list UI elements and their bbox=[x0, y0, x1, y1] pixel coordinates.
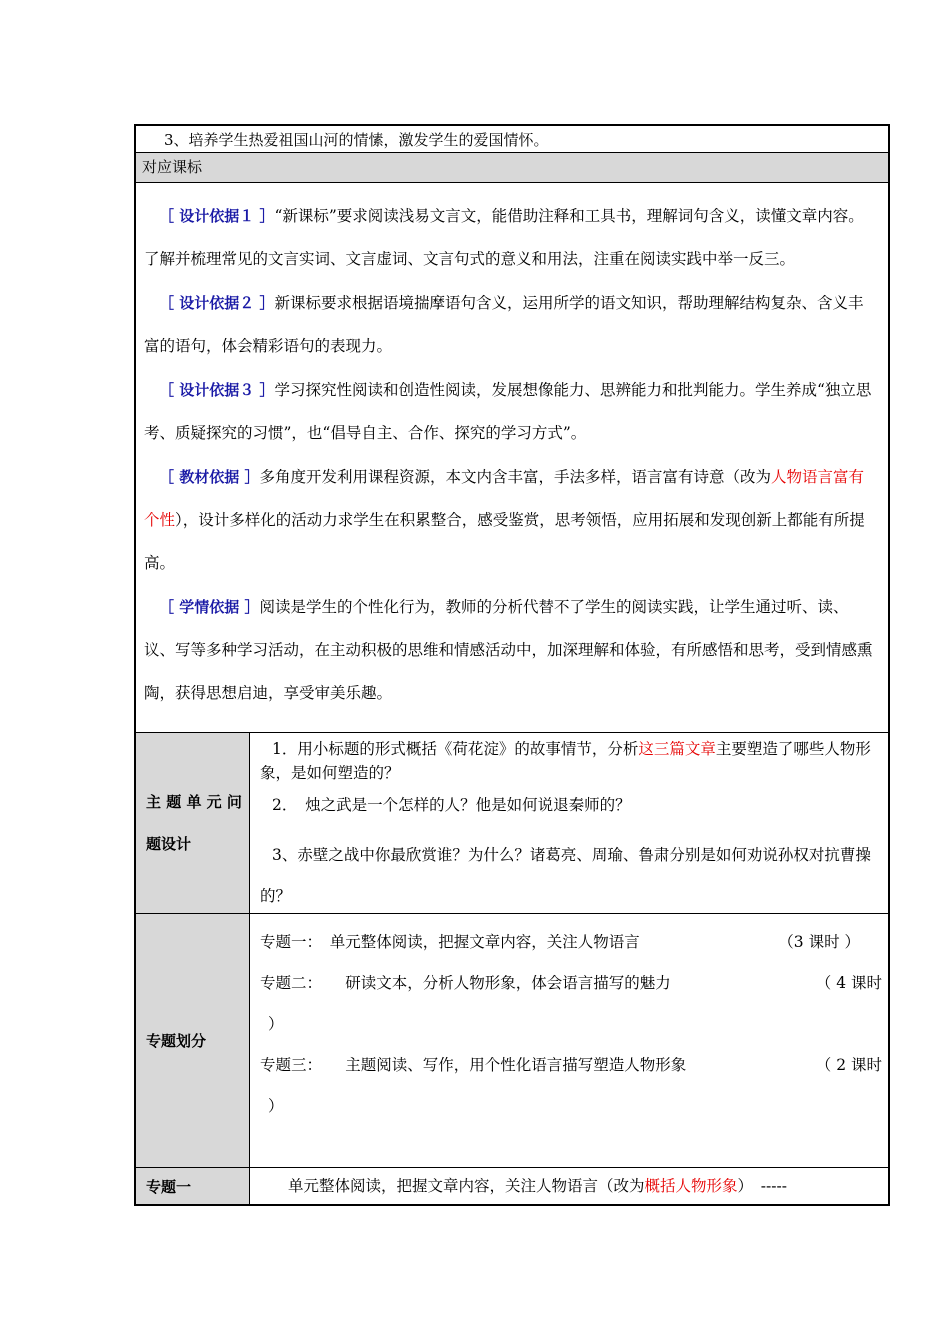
basis-tag: ［ 设计依据１ ］ bbox=[159, 207, 275, 225]
basis-students bbox=[144, 586, 878, 715]
label-line: 专题划分 bbox=[146, 1032, 207, 1050]
basis-text: 学习探究性阅读和创造性阅读，发展想像能力、思辨能力和批判能力。学生养成“独立思考、质疑探究的习惯”，也“倡导自主、合作、探究的学习方式”。 bbox=[144, 381, 872, 442]
label-line: 题设计 bbox=[146, 835, 192, 853]
goal-3-text: 3、培养学生热爱祖国山河的情愫，激发学生的爱国情怀。 bbox=[164, 131, 549, 149]
topic-one-row bbox=[136, 1168, 888, 1204]
basis-tag: ［ 设计依据２ ］ bbox=[159, 294, 275, 312]
topic-item-2 bbox=[260, 963, 882, 1045]
topic-name: 专题二： 研读文本，分析人物形象，体会语言描写的魅力 bbox=[260, 974, 671, 992]
topic-one-label bbox=[136, 1168, 250, 1204]
question-text: 1．用小标题的形式概括《荷花淀》的故事情节，分析 bbox=[272, 740, 639, 758]
topic-hours: （ 4 课时 bbox=[815, 974, 882, 992]
basis-section bbox=[136, 183, 888, 733]
basis-text: 阅读是学生的个性化行为，教师的分析代替不了学生的阅读实践，让学生通过听、读、议、写等多种学习活动，在主动积极的思维和情感活动中，加深理解和体验，有所感悟和思考，受到情感熏陶，获得思想启迪，享受审美乐趣。 bbox=[144, 598, 873, 702]
question-text: 3、赤壁之战中你最欣赏谁？为什么？诸葛亮、周瑜、鲁肃分别是如何劝说孙权对抗曹操的？ bbox=[260, 846, 871, 905]
revision-note: 概括人物形象 bbox=[644, 1177, 738, 1195]
curriculum-header bbox=[136, 153, 888, 183]
topic-hours: （ 2 课时 bbox=[815, 1056, 882, 1074]
topic-hours: （3 课时 ） bbox=[778, 933, 860, 951]
topic-one-text: ） ----- bbox=[737, 1177, 787, 1195]
question-text: 主要塑造了哪些人物形象，是如何塑造的？ bbox=[260, 740, 871, 782]
basis-text: “新课标”要求阅读浅易文言文，能借助注释和工具书，理解词句含义，读懂文章内容。了解并梳理常见的文言实词、文言虚词、文言句式的意义和用法，注重在阅读实践中举一反三。 bbox=[144, 207, 864, 268]
topic-division-row bbox=[136, 914, 888, 1168]
question-3 bbox=[260, 835, 882, 917]
topic-hours-cont: ） bbox=[268, 1015, 284, 1033]
basis-text: ），设计多样化的活动力求学生在积累整合，感受鉴赏，思考领悟，应用拓展和发现创新上都能有所提高。 bbox=[144, 511, 865, 572]
question-1 bbox=[260, 737, 882, 785]
question-design-label bbox=[136, 733, 250, 913]
question-2 bbox=[260, 793, 882, 817]
topic-name: 专题三： 主题阅读、写作，用个性化语言描写塑造人物形象 bbox=[260, 1056, 687, 1074]
label-line: 主 题 单 元 问 bbox=[146, 793, 242, 811]
basis-design-3 bbox=[144, 369, 878, 455]
topic-item-1 bbox=[260, 922, 882, 963]
basis-tag: ［ 教材依据 ］ bbox=[159, 468, 260, 486]
topic-hours-cont: ） bbox=[268, 1097, 284, 1115]
label-line: 专题一 bbox=[146, 1177, 192, 1196]
topic-division-label bbox=[136, 914, 250, 1167]
basis-textbook bbox=[144, 456, 878, 585]
question-list bbox=[250, 733, 888, 913]
topic-one-text: 单元整体阅读，把握文章内容，关注人物语言（改为 bbox=[288, 1177, 645, 1195]
lesson-plan-table bbox=[134, 124, 890, 1206]
topic-name: 专题一： 单元整体阅读，把握文章内容，关注人物语言 bbox=[260, 933, 640, 951]
basis-text: 多角度开发利用课程资源，本文内含丰富，手法多样，语言富有诗意（改为 bbox=[259, 468, 771, 486]
topic-list bbox=[250, 914, 888, 1167]
goal-3-row bbox=[136, 126, 888, 153]
revision-note: 这三篇文章 bbox=[638, 740, 716, 758]
basis-tag: ［ 设计依据３ ］ bbox=[159, 381, 275, 399]
curriculum-header-text: 对应课标 bbox=[142, 158, 203, 176]
basis-design-2 bbox=[144, 282, 878, 368]
question-design-row bbox=[136, 733, 888, 914]
basis-text: 新课标要求根据语境揣摩语句含义，运用所学的语文知识，帮助理解结构复杂、含义丰富的语句，体会精彩语句的表现力。 bbox=[144, 294, 864, 355]
topic-item-3 bbox=[260, 1045, 882, 1127]
topic-one-content bbox=[250, 1168, 888, 1204]
question-text: 2． 烛之武是一个怎样的人？他是如何说退秦师的？ bbox=[272, 796, 631, 814]
basis-tag: ［ 学情依据 ］ bbox=[159, 598, 260, 616]
revision-note: 人物语言富有个性 bbox=[144, 468, 864, 529]
basis-design-1 bbox=[144, 195, 878, 281]
